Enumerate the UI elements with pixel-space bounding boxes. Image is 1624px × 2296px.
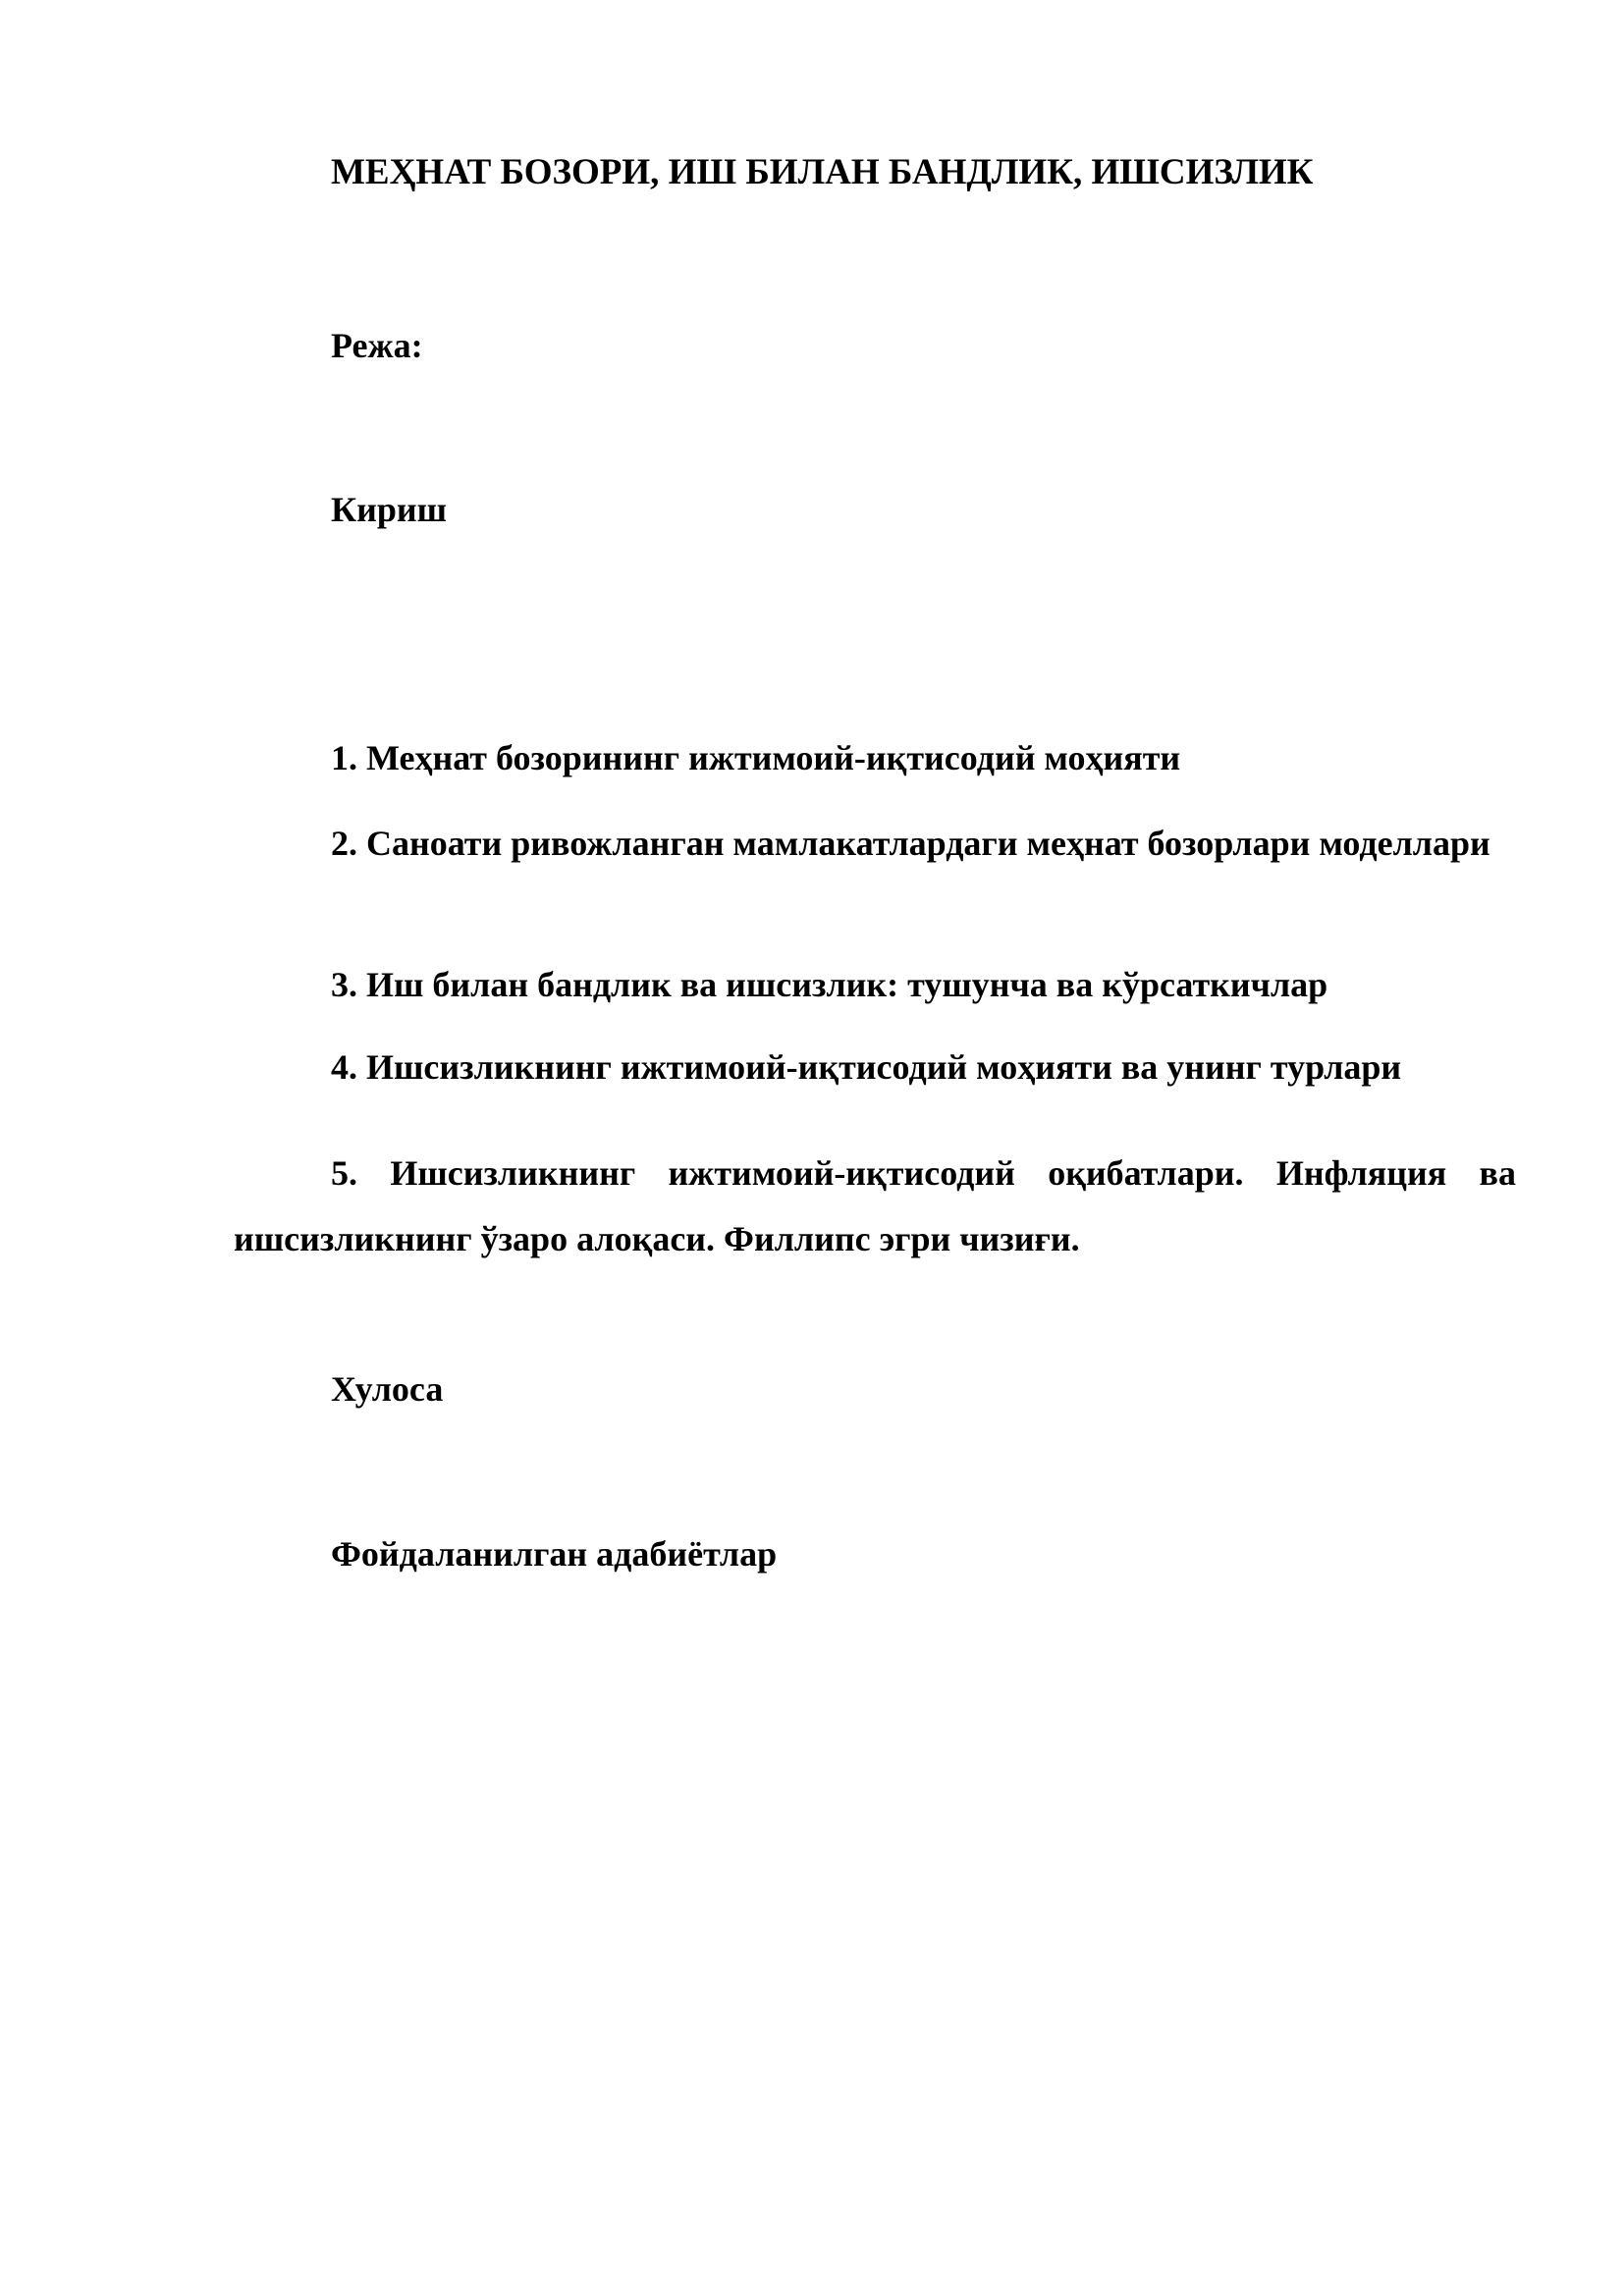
intro-heading: Кириш	[331, 490, 448, 529]
plan-item-1: 1. Меҳнат бозорининг ижтимоий-иқтисодий моҳияти	[331, 738, 1181, 777]
references-heading: Фойдаланилган адабиётлар	[331, 1534, 778, 1574]
plan-label: Режа:	[331, 326, 423, 365]
conclusion-heading: Хулоса	[331, 1369, 444, 1409]
plan-item-3: 3. Иш билан бандлик ва ишсизлик: тушунча ва кўрсаткичлар	[331, 965, 1328, 1004]
document-title: МЕҲНАТ БОЗОРИ, ИШ БИЛАН БАНДЛИК, ИШСИЗЛИК	[331, 152, 1314, 192]
plan-item-4: 4. Ишсизликнинг ижтимоий-иқтисодий моҳияти ва унинг турлари	[331, 1047, 1402, 1087]
plan-item-2: 2. Саноати ривожланган мамлакатлардаги меҳнат бозорлари моделлари	[331, 824, 1490, 863]
plan-item-5: 5. Ишсизликнинг ижтимоий-иқтисодий оқибатлари. Инфляция ва ишсизликнинг ўзаро алоқаси. Филлипс эгри чизиғи.	[234, 1153, 1516, 1258]
